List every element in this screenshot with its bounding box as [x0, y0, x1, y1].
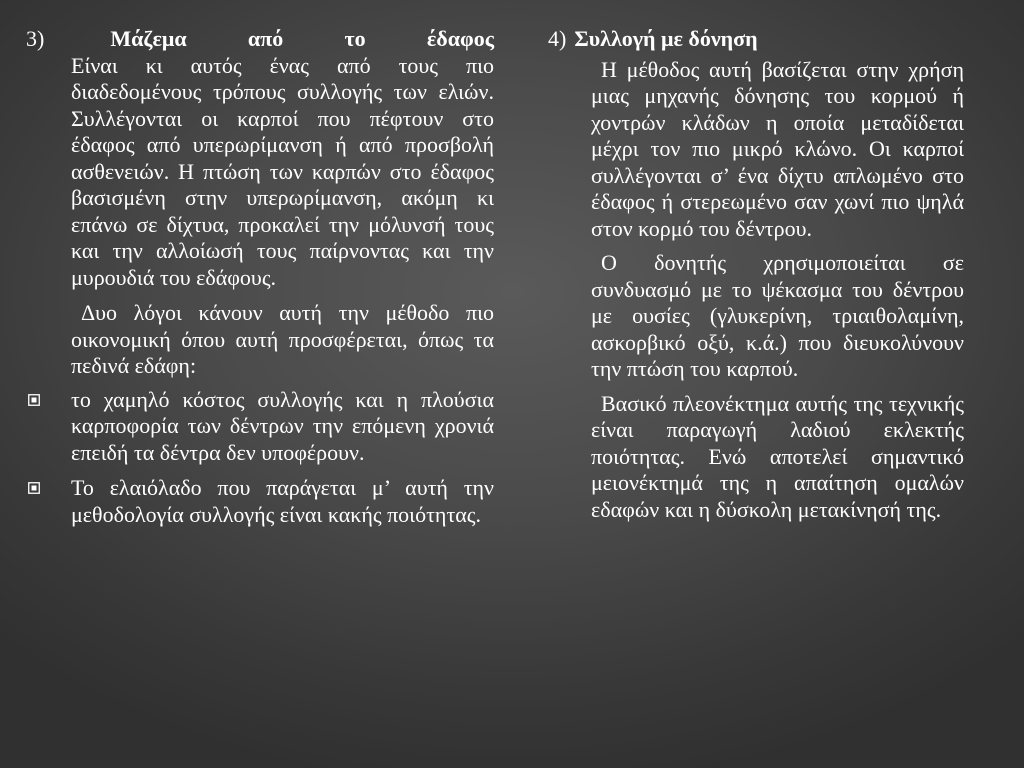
section-3-title-word: έδαφος: [426, 26, 494, 51]
section-3-title-word: από: [247, 26, 284, 51]
section-3-title-word: Μάζεμα: [110, 26, 187, 51]
section-3-paragraph-1: Είναι κι αυτός ένας από τους πιο διαδεδομένους τρόπους συλλογής των ελιών. Συλλέγονται οι καρποί που πέφτουν στο έδαφος από υπερωρίμανση ή από προσβολή ασθενειών. Η πτώση των καρπών στο έδαφος βασισμένη στην υπερωρίμανση, ακόμη κι επάνω σε δίχτυα, προκαλεί την μόλυνσή τους και την αλλοίωσή τους παίρνοντας και την μυρουδιά του εδάφους.: [71, 52, 494, 290]
section-4-paragraph-3: Βασικό πλεονέκτημα αυτής της τεχνικής είναι παραγωγή λαδιού εκλεκτής ποιότητας. Ενώ αποτελεί σημαντικό μειονέκτημά της η απαίτηση ομαλών εδαφών και η δύσκολη μετακίνησή της.: [591, 390, 964, 522]
section-3-number: 3): [26, 26, 45, 51]
right-column: [548, 26, 964, 523]
section-4-number: 4): [548, 26, 567, 51]
square-bullet-icon: [28, 394, 40, 406]
section-3-heading: [26, 26, 494, 53]
section-4-heading: [548, 26, 964, 53]
section-3-bullet-list: [26, 387, 494, 529]
left-column: [26, 26, 494, 537]
square-bullet-icon: [28, 482, 40, 494]
list-item: [26, 475, 494, 528]
bullet-text: το χαμηλό κόστος συλλογής και η πλούσια καρποφορία των δέντρων την επόμενη χρονιά επειδή τα δέντρα δεν υποφέρουν.: [71, 386, 494, 465]
section-4-paragraph-1: Η μέθοδος αυτή βασίζεται στην χρήση μιας μηχανής δόνησης του κορμού ή χοντρών κλάδων η οποία μεταδίδεται μέχρι τον πιο μικρό κλώνο. Οι καρποί συλλέγονται σ’ ένα δίχτυ απλωμένο στο έδαφος ή στερεωμένο σαν χωνί πιο ψηλά στον κορμό του δέντρου.: [591, 56, 964, 241]
section-3-title-word: το: [344, 26, 366, 51]
section-3-paragraph-2: Δυο λόγοι κάνουν αυτή την μέθοδο πιο οικονομική όπου αυτή προσφέρεται, όπως τα πεδινά εδάφη:: [71, 300, 494, 378]
section-3-title: [44, 26, 494, 53]
section-4-title: Συλλογή με δόνηση: [574, 26, 758, 51]
bullet-text: Το ελαιόλαδο που παράγεται μ’ αυτή την μεθοδολογία συλλογής είναι κακής ποιότητας.: [71, 475, 494, 527]
section-4-paragraph-2: Ο δονητής χρησιμοποιείται σε συνδυασμό με το ψέκασμα του δέντρου με ουσίες (γλυκερίνη, τριαιθολαμίνη, ασκορβικό οξύ, κ.ά.) που διευκολύνουν την πτώση του καρπού.: [591, 250, 964, 381]
list-item: [26, 387, 494, 467]
